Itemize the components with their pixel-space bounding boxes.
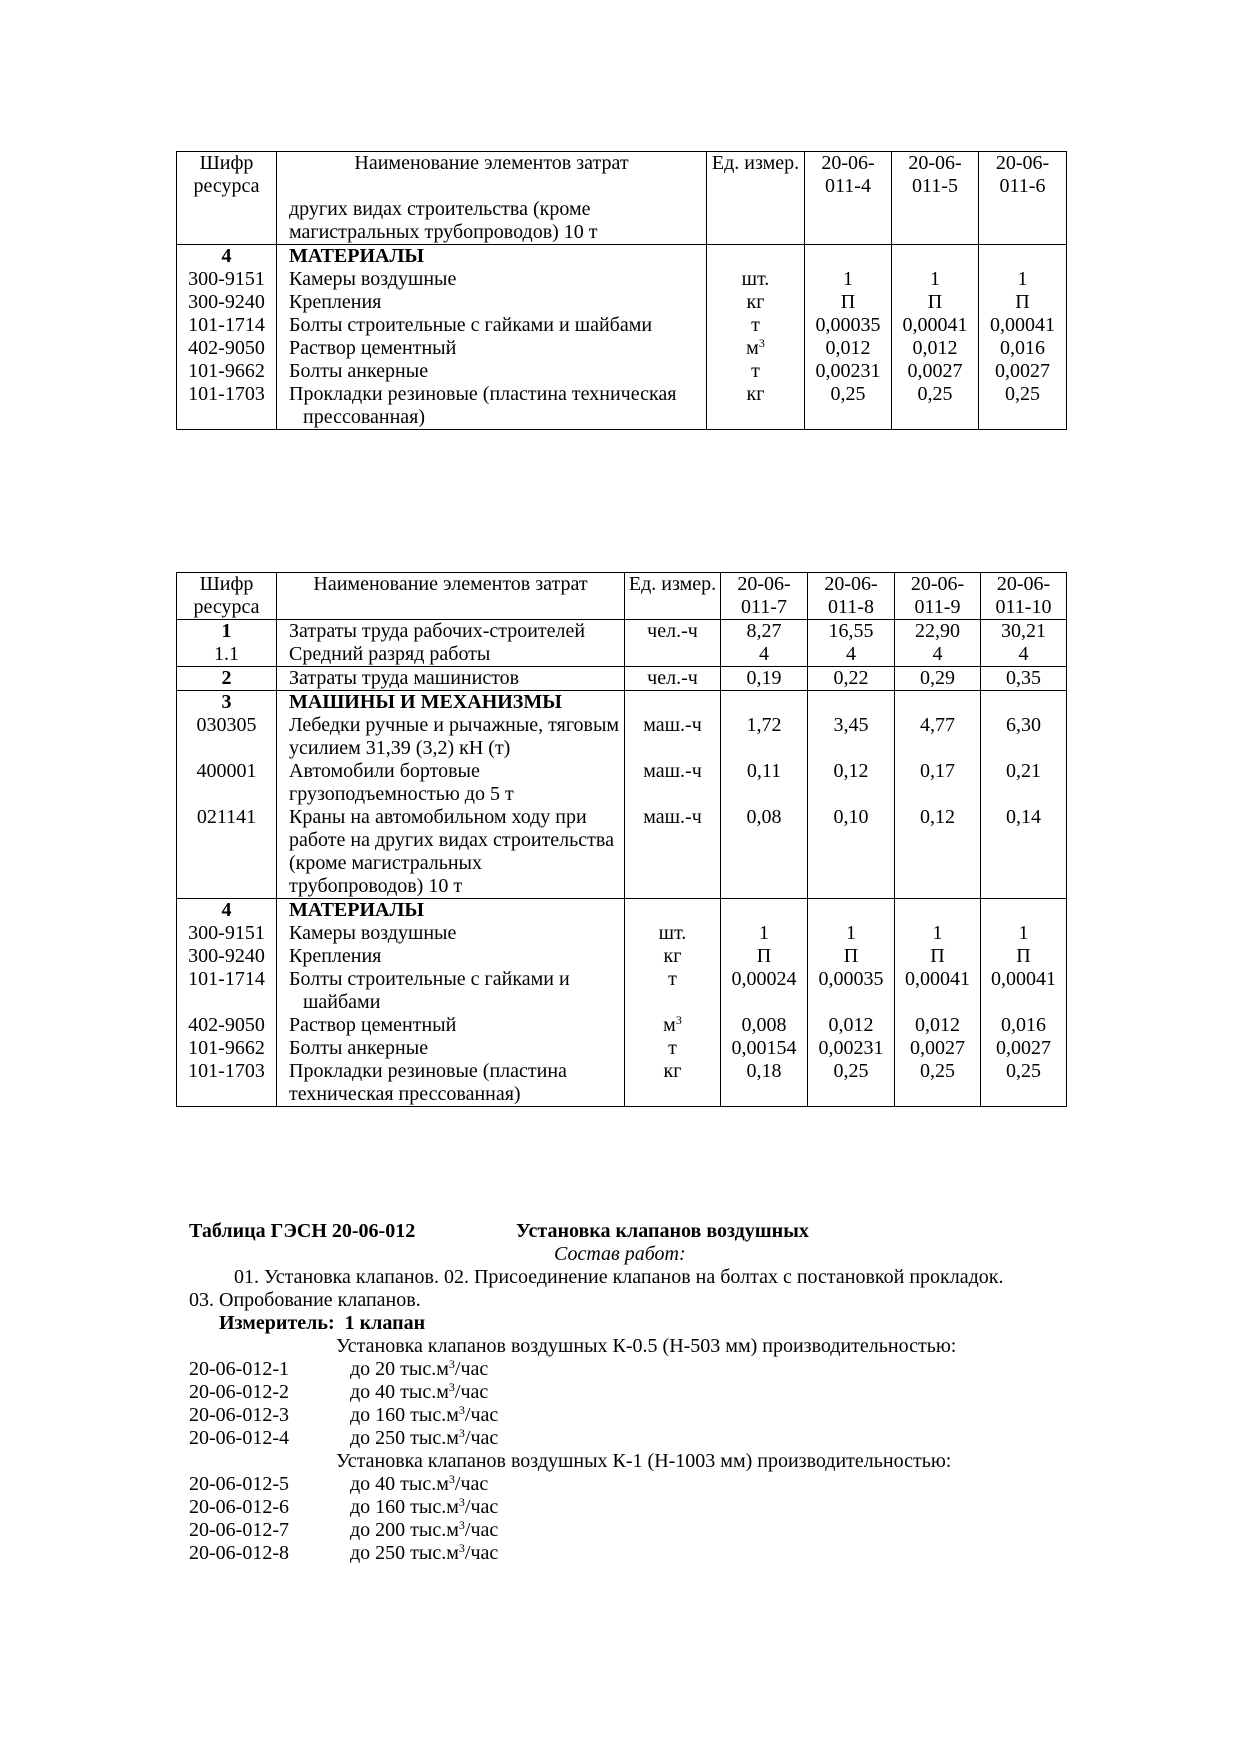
section-row (177, 691, 1067, 715)
resource-unit: т (707, 360, 805, 383)
norm-text: до 20 $тыс.м^3$/час (350, 1357, 489, 1380)
resource-name: Крепления (277, 291, 707, 314)
resource-unit: т (625, 968, 721, 1014)
value-cell: 1 (805, 268, 892, 291)
value-cell: 0,10 (808, 806, 895, 899)
value-cell: 4 (981, 643, 1067, 667)
value-cell: 4 (721, 643, 808, 667)
norm-text: до 40 $тыс.м^3$/час (350, 1380, 489, 1403)
resource-name: Болты строительные с гайками и шайбами (277, 968, 625, 1014)
resource-code: 300-9240 (177, 291, 277, 314)
resource-name: Лебедки ручные и рычажные, тяговым усилием 31,39 (3,2) кН (т) (277, 714, 625, 760)
resource-code: 021141 (177, 806, 277, 899)
value-cell: 22,90 (895, 620, 981, 644)
section-row (177, 245, 1067, 269)
header-col-2: 20-06-011-5 (892, 152, 979, 199)
value-cell: 0,25 (805, 383, 892, 430)
value-cell: 0,12 (808, 760, 895, 806)
value-cell: 3,45 (808, 714, 895, 760)
table-row (177, 360, 1067, 383)
value-cell: 0,00041 (895, 968, 981, 1014)
value-cell: 0,17 (895, 760, 981, 806)
resource-code: 030305 (177, 714, 277, 760)
resource-code: 2 (177, 667, 277, 691)
norm-code: 20-06-012-2 (189, 1381, 289, 1403)
value-cell: 16,55 (808, 620, 895, 644)
value-cell: 0,00035 (805, 314, 892, 337)
table-row (177, 314, 1067, 337)
resource-code: 300-9151 (177, 922, 277, 945)
resource-name: Краны на автомобильном ходу при работе на других видах строительства (кроме магистральных трубопроводов) 10 т (277, 806, 625, 899)
value-cell: 30,21 (981, 620, 1067, 644)
value-cell: 0,012 (895, 1014, 981, 1037)
section-code: 4 (177, 245, 277, 269)
resource-code: 300-9240 (177, 945, 277, 968)
value-cell: 0,008 (721, 1014, 808, 1037)
value-cell: П (895, 945, 981, 968)
value-cell: 0,016 (979, 337, 1067, 360)
resource-code: 400001 (177, 760, 277, 806)
norm-text: до 200 $тыс.м^3$/час (350, 1518, 499, 1541)
resource-code: 402-9050 (177, 1014, 277, 1037)
table-row (177, 968, 1067, 1014)
header-unit: Ед. измер. (625, 573, 721, 620)
value-cell: 0,00041 (892, 314, 979, 337)
table-row (177, 760, 1067, 806)
value-cell: 0,00231 (805, 360, 892, 383)
resource-name: Раствор цементный (277, 337, 707, 360)
resource-unit: чел.-ч (625, 667, 721, 691)
value-cell: 1 (721, 922, 808, 945)
norm-text: до 40 $тыс.м^3$/час (350, 1472, 489, 1495)
value-cell: П (892, 291, 979, 314)
value-cell: 4 (895, 643, 981, 667)
value-cell: 0,25 (979, 383, 1067, 430)
value-cell: 0,25 (895, 1060, 981, 1107)
value-cell: 1 (979, 268, 1067, 291)
value-cell: 0,25 (892, 383, 979, 430)
section-row (177, 899, 1067, 923)
resource-unit: $м^3$ (625, 1014, 721, 1037)
resource-name: Прокладки резиновые (пластина техническая прессованная) (277, 1060, 625, 1107)
value-cell: 0,016 (981, 1014, 1067, 1037)
norm-code: 20-06-012-7 (189, 1519, 289, 1541)
resource-name: Болты строительные с гайками и шайбами (277, 314, 707, 337)
resource-unit: маш.-ч (625, 714, 721, 760)
meter-line (219, 1312, 425, 1335)
table-label: Таблица ГЭСН 20-06-012 (189, 1220, 416, 1242)
resource-unit: кг (707, 291, 805, 314)
resource-unit: кг (707, 383, 805, 430)
resource-code: 101-9662 (177, 360, 277, 383)
value-cell: 0,00024 (721, 968, 808, 1014)
value-cell: 0,012 (892, 337, 979, 360)
resource-unit: т (625, 1037, 721, 1060)
header-col-2: 20-06-011-8 (808, 573, 895, 620)
value-cell: 0,22 (808, 667, 895, 691)
table2-header-row (177, 573, 1067, 620)
resource-code: 101-9662 (177, 1037, 277, 1060)
resource-name: Прокладки резиновые (пластина техническая прессованная) (277, 383, 707, 430)
table-row (177, 922, 1067, 945)
section-code: 4 (177, 899, 277, 923)
value-cell: 0,00041 (979, 314, 1067, 337)
header-col-3: 20-06-011-6 (979, 152, 1067, 199)
header-code: Шифр ресурса (177, 573, 277, 620)
table-row (177, 291, 1067, 314)
value-cell: 0,21 (981, 760, 1067, 806)
table-title: Установка клапанов воздушных (516, 1220, 809, 1242)
resource-name: Крепления (277, 945, 625, 968)
table-row (177, 268, 1067, 291)
resource-unit (625, 643, 721, 667)
value-cell: П (805, 291, 892, 314)
norm-text: до 250 $тыс.м^3$/час (350, 1426, 499, 1449)
resource-unit: $м^3$ (707, 337, 805, 360)
continuation-text: других видах строительства (кроме магистральных трубопроводов) 10 т (277, 198, 707, 245)
value-cell: 0,00041 (981, 968, 1067, 1014)
resource-code: 101-1703 (177, 1060, 277, 1107)
norm-code: 20-06-012-1 (189, 1358, 289, 1380)
value-cell: 1,72 (721, 714, 808, 760)
value-cell: 0,00035 (808, 968, 895, 1014)
norm-text: до 250 $тыс.м^3$/час (350, 1541, 499, 1564)
value-cell: 0,11 (721, 760, 808, 806)
value-cell: П (721, 945, 808, 968)
resource-unit: кг (625, 945, 721, 968)
resource-name: Камеры воздушные (277, 268, 707, 291)
header-col-1: 20-06-011-4 (805, 152, 892, 199)
value-cell: П (808, 945, 895, 968)
value-cell: 4 (808, 643, 895, 667)
table-row (177, 806, 1067, 899)
table-row (177, 667, 1067, 691)
value-cell: 1 (808, 922, 895, 945)
norm-code: 20-06-012-6 (189, 1496, 289, 1518)
value-cell: 1 (892, 268, 979, 291)
resource-code: 402-9050 (177, 337, 277, 360)
norm-text: до 160 $тыс.м^3$/час (350, 1403, 499, 1426)
meter-value: 1 клапан (344, 1312, 426, 1334)
table-row (177, 620, 1067, 644)
value-cell: 0,012 (808, 1014, 895, 1037)
value-cell: 0,25 (808, 1060, 895, 1107)
section-title: МАТЕРИАЛЫ (277, 899, 625, 923)
section-title: МАШИНЫ И МЕХАНИЗМЫ (277, 691, 625, 715)
resource-name: Болты анкерные (277, 1037, 625, 1060)
resource-code: 1 (177, 620, 277, 644)
value-cell: 0,35 (981, 667, 1067, 691)
header-code: Шифр ресурса (177, 152, 277, 199)
table-row (177, 1060, 1067, 1107)
work-heading: Состав работ: (554, 1243, 686, 1265)
table-row (177, 383, 1067, 430)
value-cell: 0,08 (721, 806, 808, 899)
work-line-1: 01. Установка клапанов. 02. Присоединение клапанов на болтах с постановкой прокладок. (234, 1266, 1004, 1288)
value-cell: 1 (895, 922, 981, 945)
header-name: Наименование элементов затрат (277, 573, 625, 620)
table-row (177, 945, 1067, 968)
value-cell: 0,19 (721, 667, 808, 691)
resource-unit: маш.-ч (625, 806, 721, 899)
norm-code: 20-06-012-4 (189, 1427, 289, 1449)
value-cell: 0,00231 (808, 1037, 895, 1060)
value-cell: 0,0027 (981, 1037, 1067, 1060)
header-col-1: 20-06-011-7 (721, 573, 808, 620)
header-name: Наименование элементов затрат (277, 152, 707, 199)
resource-code: 1.1 (177, 643, 277, 667)
group-2-heading: Установка клапанов воздушных К-1 (Н-1003 мм) производительностью: (336, 1450, 952, 1472)
resource-name: Автомобили бортовые грузоподъемностью до 5 т (277, 760, 625, 806)
resource-code: 101-1703 (177, 383, 277, 430)
norm-code: 20-06-012-3 (189, 1404, 289, 1426)
table-row (177, 1014, 1067, 1037)
table-row (177, 714, 1067, 760)
value-cell: П (979, 291, 1067, 314)
table-row (177, 643, 1067, 667)
value-cell: 0,18 (721, 1060, 808, 1107)
resource-table-2 (176, 572, 1067, 1107)
value-cell: 0,012 (805, 337, 892, 360)
value-cell: 0,29 (895, 667, 981, 691)
resource-unit: шт. (625, 922, 721, 945)
resource-name: Камеры воздушные (277, 922, 625, 945)
resource-unit: т (707, 314, 805, 337)
value-cell: 6,30 (981, 714, 1067, 760)
norm-text: до 160 $тыс.м^3$/час (350, 1495, 499, 1518)
resource-code: 101-1714 (177, 968, 277, 1014)
value-cell: 0,12 (895, 806, 981, 899)
value-cell: 0,25 (981, 1060, 1067, 1107)
value-cell: 0,00154 (721, 1037, 808, 1060)
value-cell: 0,14 (981, 806, 1067, 899)
resource-name: Затраты труда машинистов (277, 667, 625, 691)
section-code: 3 (177, 691, 277, 715)
resource-unit: шт. (707, 268, 805, 291)
value-cell: 8,27 (721, 620, 808, 644)
work-line-2: 03. Опробование клапанов. (189, 1289, 421, 1311)
table-row (177, 337, 1067, 360)
resource-name: Болты анкерные (277, 360, 707, 383)
resource-unit: маш.-ч (625, 760, 721, 806)
resource-table-1 (176, 151, 1067, 430)
norm-code: 20-06-012-5 (189, 1473, 289, 1495)
norm-code: 20-06-012-8 (189, 1542, 289, 1564)
resource-name: Раствор цементный (277, 1014, 625, 1037)
value-cell: П (981, 945, 1067, 968)
table1-header-row (177, 152, 1067, 199)
value-cell: 0,0027 (892, 360, 979, 383)
table-row (177, 198, 1067, 245)
meter-label: Измеритель: (219, 1312, 335, 1334)
group-1-heading: Установка клапанов воздушных К-0.5 (Н-503 мм) производительностью: (336, 1335, 957, 1357)
resource-code: 300-9151 (177, 268, 277, 291)
resource-name: Средний разряд работы (277, 643, 625, 667)
resource-unit: кг (625, 1060, 721, 1107)
resource-unit: чел.-ч (625, 620, 721, 644)
header-col-3: 20-06-011-9 (895, 573, 981, 620)
resource-code: 101-1714 (177, 314, 277, 337)
value-cell: 4,77 (895, 714, 981, 760)
value-cell: 1 (981, 922, 1067, 945)
section-title: МАТЕРИАЛЫ (277, 245, 707, 269)
header-unit: Ед. измер. (707, 152, 805, 199)
value-cell: 0,0027 (979, 360, 1067, 383)
resource-name: Затраты труда рабочих-строителей (277, 620, 625, 644)
header-col-4: 20-06-011-10 (981, 573, 1067, 620)
value-cell: 0,0027 (895, 1037, 981, 1060)
table-row (177, 1037, 1067, 1060)
